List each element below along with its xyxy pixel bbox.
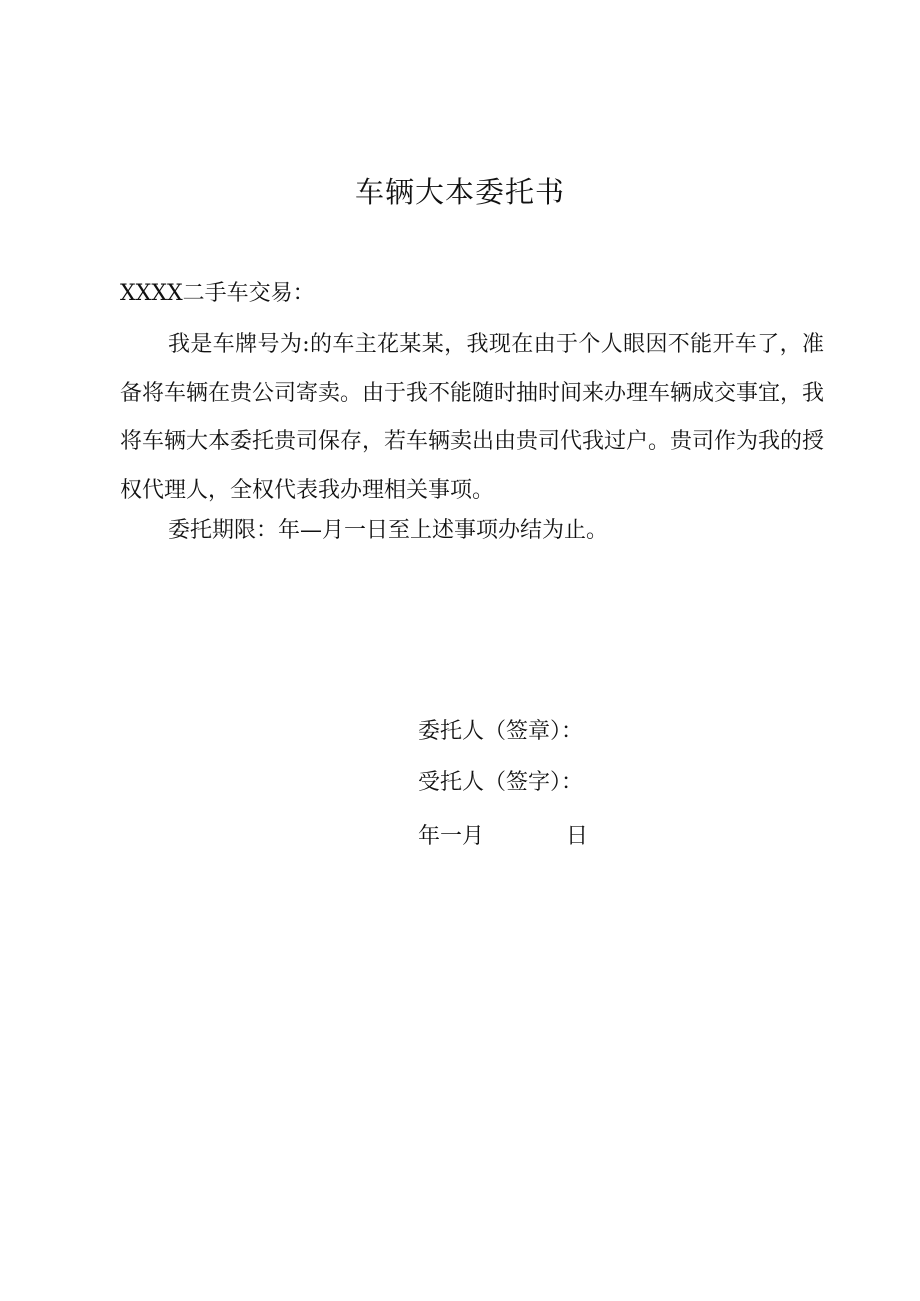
body-paragraph: 我是车牌号为:的车主花某某，我现在由于个人眼因不能开车了，准备将车辆在贵公司寄卖。由于我不能随时抽时间来办理车辆成交事宜，我将车辆大本委托贵司保存，若车辆卖出由贵司代我过户。贵司作为我的授权代理人，全权代表我办理相关事项。	[120, 332, 825, 503]
document-title: 车辆大本委托书	[354, 175, 565, 209]
principal-signature-line: 委托人（签章）：	[418, 719, 584, 744]
entrustment-term: 委托期限：年—月一日至上述事项办结为止。	[168, 518, 609, 543]
agent-signature-line: 受托人（签字）：	[418, 770, 584, 795]
date-line-prefix: 年一月	[418, 824, 485, 849]
date-line-day: 日	[566, 824, 589, 849]
salutation: XXXX二手车交易：	[120, 281, 315, 306]
